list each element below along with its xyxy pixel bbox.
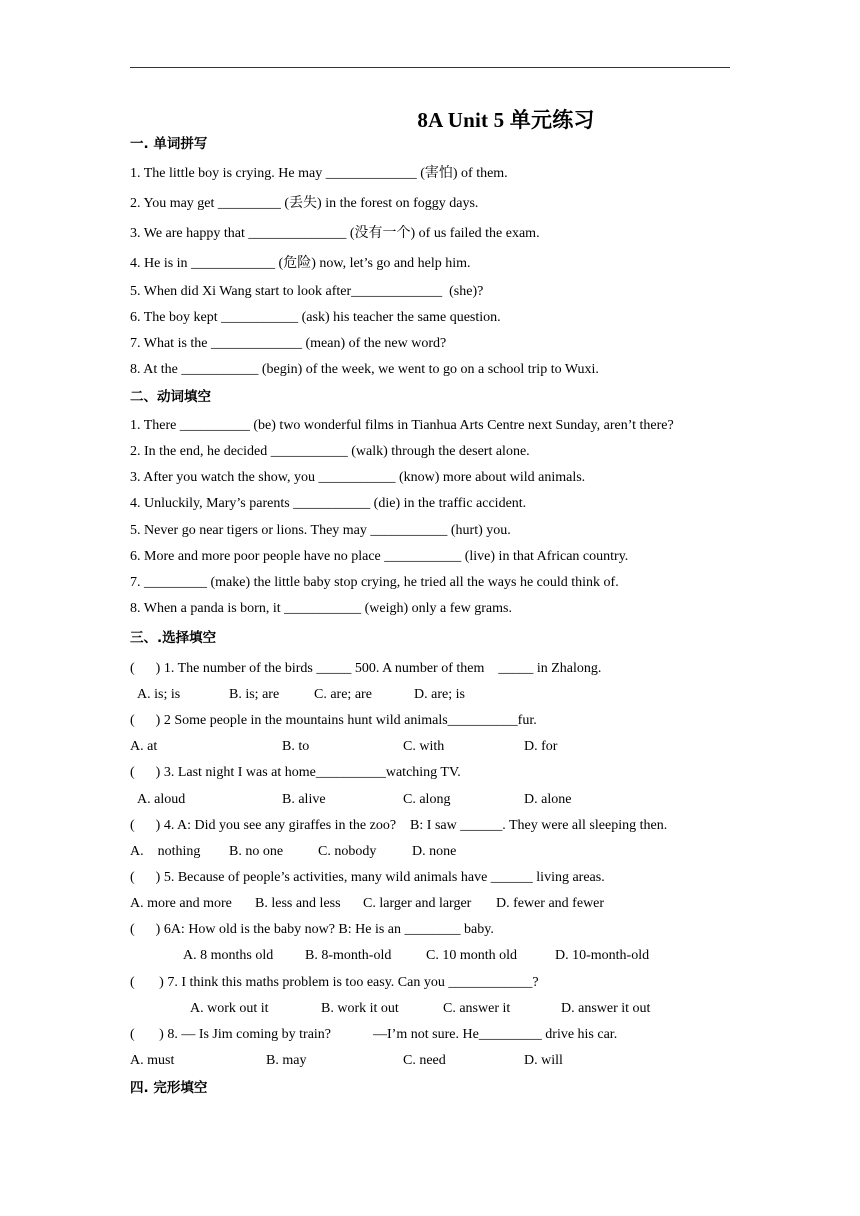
- spelling-item: 4. He is in ____________ (危险) now, let’s go and help him.: [130, 256, 471, 271]
- choice-option: A. nothing: [130, 844, 201, 859]
- spelling-item: 7. What is the _____________ (mean) of the new word?: [130, 336, 447, 351]
- spelling-item: 5. When did Xi Wang start to look after_____________ (she)?: [130, 284, 484, 299]
- choice-option: D. answer it out: [561, 1001, 651, 1016]
- choice-option: A. work out it: [190, 1001, 269, 1016]
- choice-option: A. 8 months old: [183, 948, 274, 963]
- spelling-item: 6. The boy kept ___________ (ask) his teacher the same question.: [130, 310, 501, 325]
- verb-item: 4. Unluckily, Mary’s parents ___________ (die) in the traffic accident.: [130, 496, 527, 511]
- spelling-item: 1. The little boy is crying. He may _____________ (害怕) of them.: [130, 166, 508, 181]
- choice-option: D. 10-month-old: [555, 948, 650, 963]
- choice-option: D. fewer and fewer: [496, 896, 605, 911]
- choice-question: ( ) 1. The number of the birds _____ 500. A number of them _____ in Zhalong.: [130, 661, 602, 676]
- verb-item: 1. There __________ (be) two wonderful films in Tianhua Arts Centre next Sunday, aren’t there?: [130, 418, 674, 433]
- choice-option: C. nobody: [318, 844, 377, 859]
- choice-option: B. to: [282, 739, 310, 754]
- choice-option: A. at: [130, 739, 158, 754]
- page-title: 8A Unit 5 单元练习: [417, 108, 595, 132]
- choice-option: C. 10 month old: [426, 948, 518, 963]
- choice-question: ( ) 4. A: Did you see any giraffes in the zoo? B: I saw ______. They were all sleeping then.: [130, 818, 668, 833]
- choice-option: C. larger and larger: [363, 896, 472, 911]
- choice-option: A. must: [130, 1053, 175, 1068]
- verb-item: 7. _________ (make) the little baby stop crying, he tried all the ways he could think of.: [130, 575, 619, 590]
- choice-option: D. will: [524, 1053, 563, 1068]
- spelling-item: 2. You may get _________ (丢失) in the forest on foggy days.: [130, 196, 479, 211]
- choice-option: C. need: [403, 1053, 446, 1068]
- choice-option: D. none: [412, 844, 457, 859]
- choice-option: A. aloud: [137, 792, 186, 807]
- choice-option: D. for: [524, 739, 558, 754]
- choice-option: B. may: [266, 1053, 307, 1068]
- choice-question: ( ) 2 Some people in the mountains hunt wild animals__________fur.: [130, 713, 537, 728]
- choice-question: ( ) 5. Because of people’s activities, many wild animals have ______ living areas.: [130, 870, 605, 885]
- choice-question: ( ) 8. — Is Jim coming by train? —I’m not sure. He_________ drive his car.: [130, 1027, 618, 1042]
- verb-item: 8. When a panda is born, it ___________ (weigh) only a few grams.: [130, 601, 512, 616]
- choice-question: ( ) 3. Last night I was at home__________watching TV.: [130, 765, 461, 780]
- section-heading-multiple-choice: 三、.选择填空: [130, 630, 217, 646]
- choice-question: ( ) 6A: How old is the baby now? B: He is an ________ baby.: [130, 922, 494, 937]
- choice-option: D. are; is: [414, 687, 465, 702]
- verb-item: 2. In the end, he decided ___________ (walk) through the desert alone.: [130, 444, 530, 459]
- spelling-item: 3. We are happy that ______________ (没有一个) of us failed the exam.: [130, 226, 540, 241]
- choice-option: B. is; are: [229, 687, 280, 702]
- header-rule: [130, 67, 730, 68]
- choice-option: A. more and more: [130, 896, 232, 911]
- verb-item: 6. More and more poor people have no place ___________ (live) in that African country.: [130, 549, 629, 564]
- section-heading-verbs: 二、动词填空: [130, 389, 211, 405]
- choice-option: B. alive: [282, 792, 326, 807]
- choice-option: B. work it out: [321, 1001, 399, 1016]
- section-heading-cloze: 四. 完形填空: [130, 1080, 208, 1096]
- choice-option: D. alone: [524, 792, 572, 807]
- spelling-item: 8. At the ___________ (begin) of the week, we went to go on a school trip to Wuxi.: [130, 362, 599, 377]
- choice-option: C. are; are: [314, 687, 372, 702]
- choice-option: C. along: [403, 792, 451, 807]
- verb-item: 3. After you watch the show, you ___________ (know) more about wild animals.: [130, 470, 586, 485]
- choice-question: ( ) 7. I think this maths problem is too easy. Can you ____________?: [130, 975, 539, 990]
- section-heading-spelling: 一. 单词拼写: [130, 136, 208, 152]
- choice-option: C. with: [403, 739, 445, 754]
- choice-option: B. no one: [229, 844, 284, 859]
- choice-option: B. 8-month-old: [305, 948, 392, 963]
- choice-option: A. is; is: [137, 687, 181, 702]
- choice-option: C. answer it: [443, 1001, 511, 1016]
- verb-item: 5. Never go near tigers or lions. They may ___________ (hurt) you.: [130, 523, 511, 538]
- choice-option: B. less and less: [255, 896, 341, 911]
